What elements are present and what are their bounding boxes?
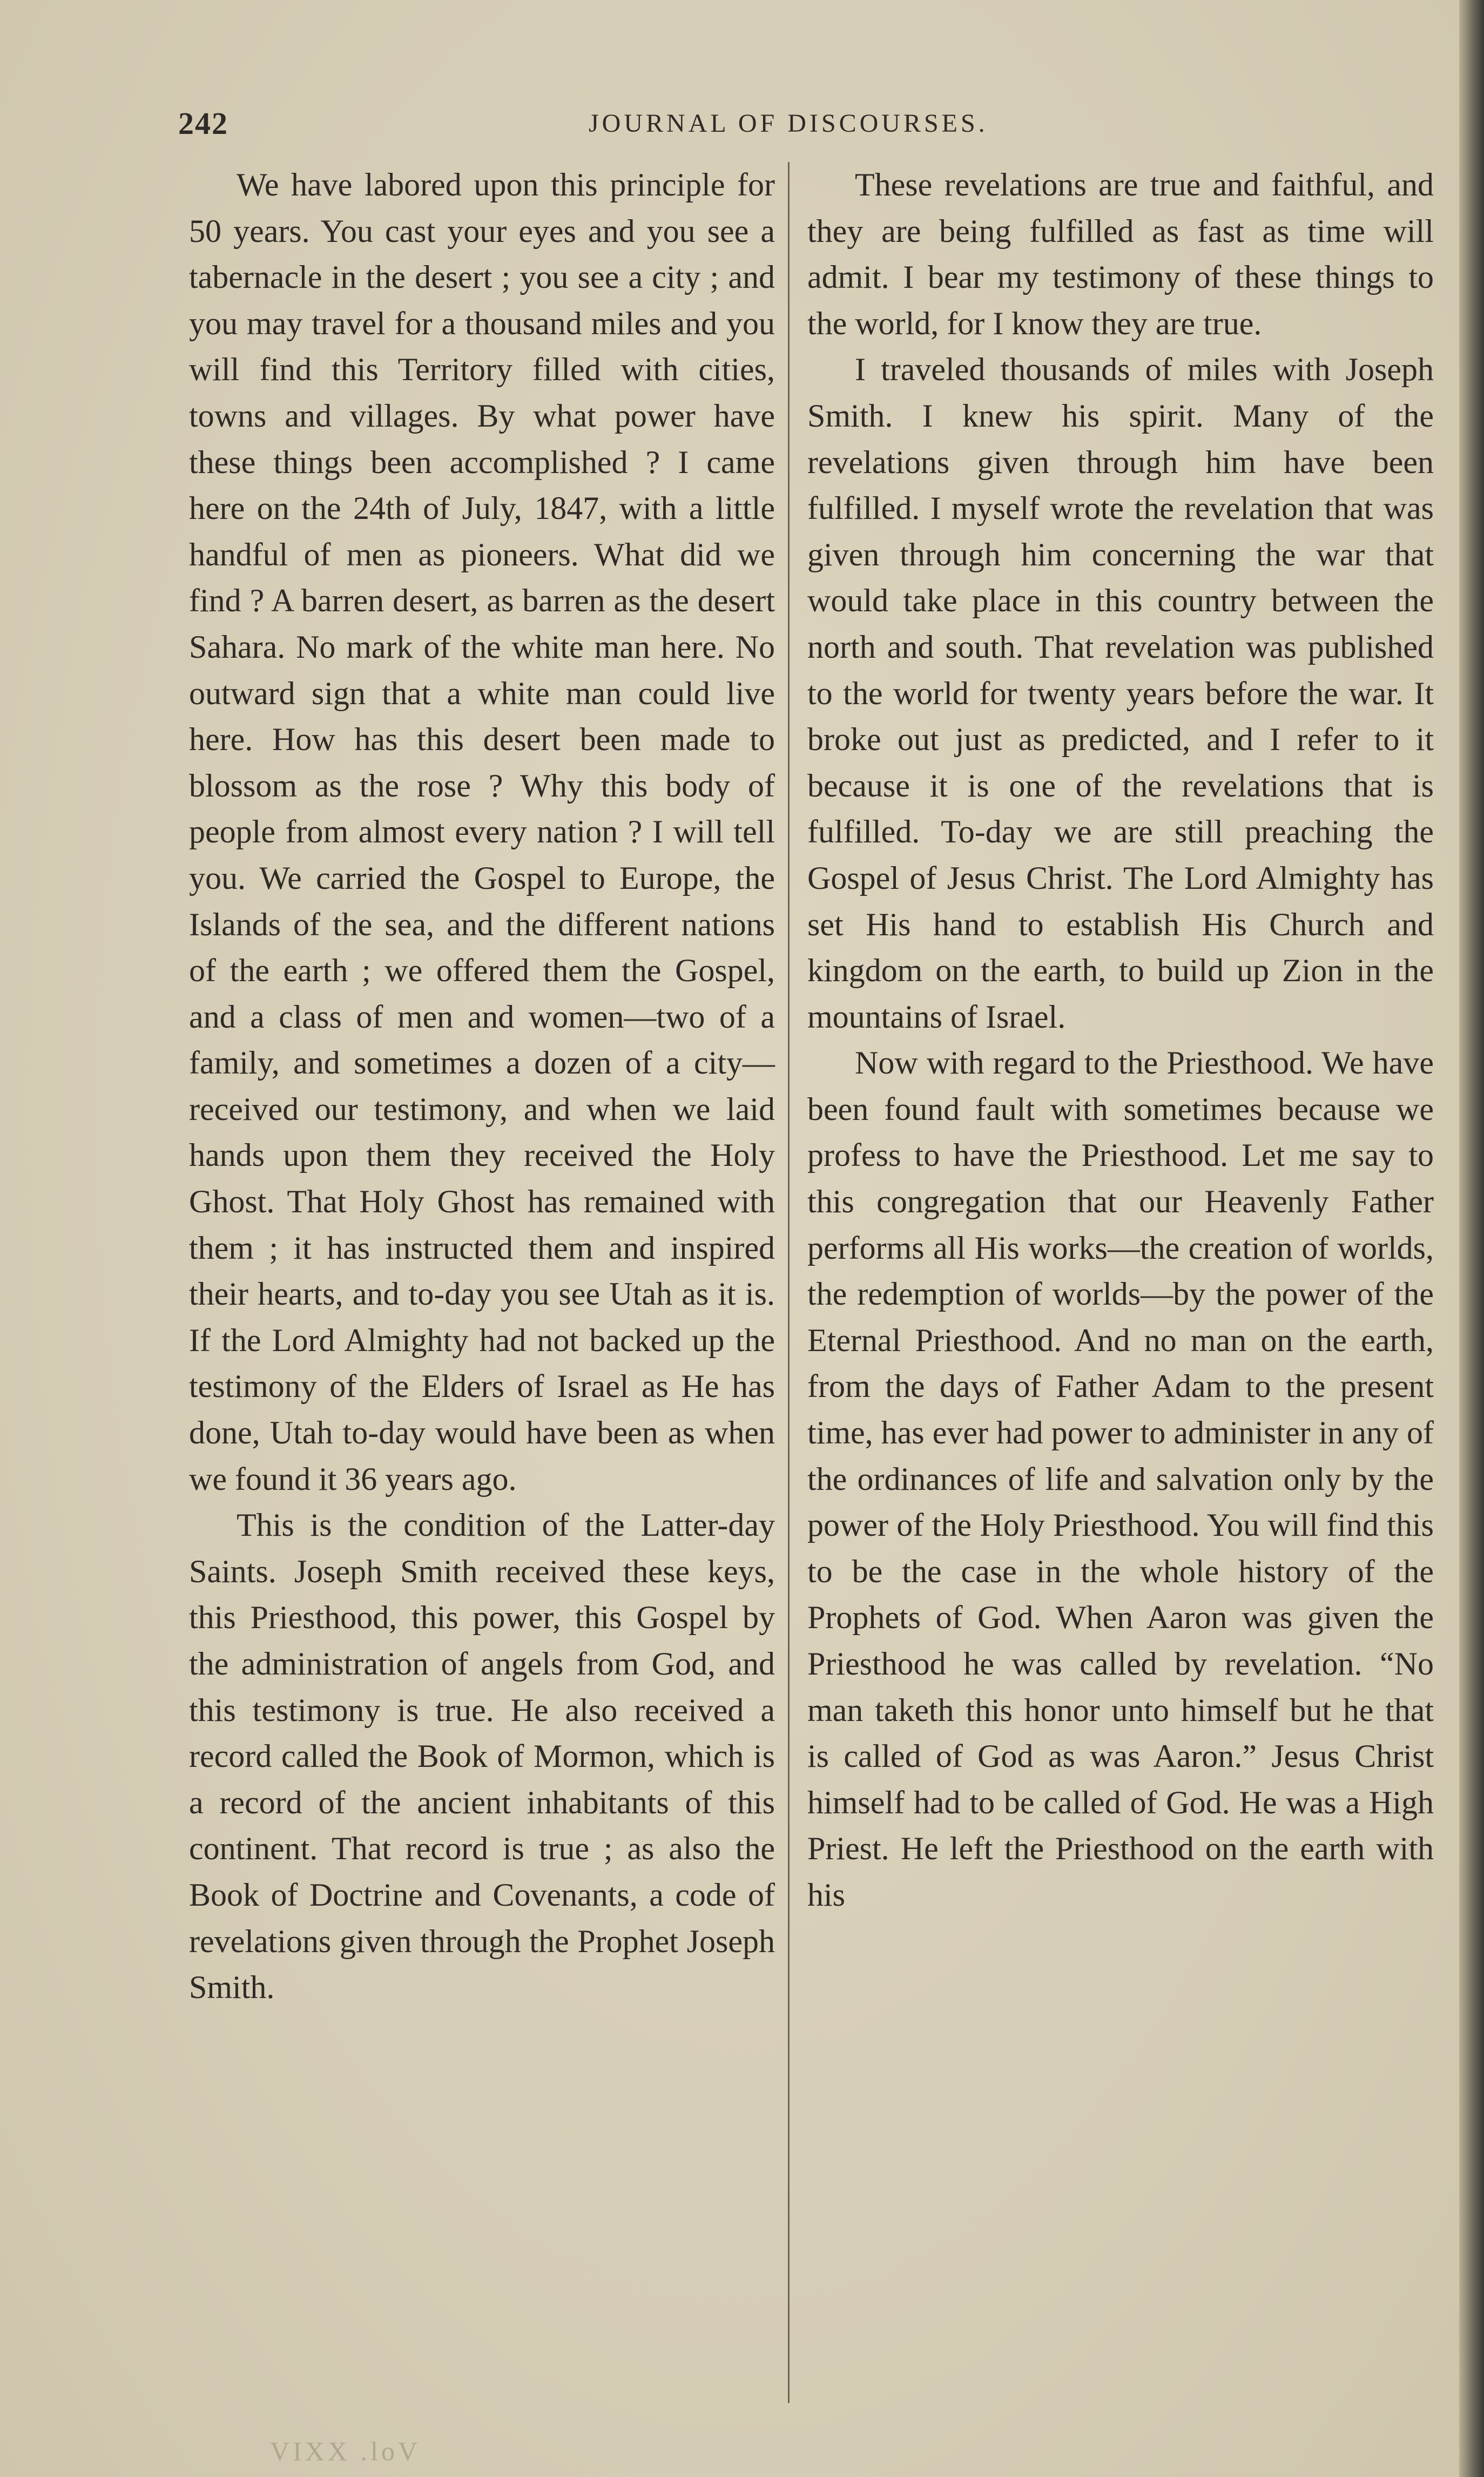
bleed-through-text: VIXX .loV — [270, 2436, 421, 2466]
left-column — [189, 162, 775, 2011]
page-header — [178, 105, 1442, 149]
book-spine-edge — [1459, 0, 1484, 2477]
paragraph: We have labored upon this principle for 50 years. You cast your eyes and you see a tabernacle in the desert ; you see a city ; and you may travel for a thousand miles and you will find this Territory filled with cities, towns and villages. By what power have these things been accomplished ? I came here on the 24th of July, 1847, with a little handful of men as pioneers. What did we find ? A barren desert, as barren as the desert Sahara. No mark of the white man here. No outward sign that a white man could live here. How has this desert been made to blossom as the rose ? Why this body of people from almost every nation ? I will tell you. We carried the Gospel to Europe, the Islands of the sea, and the different nations of the earth ; we offered them the Gospel, and a class of men and women—two of a family, and sometimes a dozen of a city—received our testimony, and when we laid hands upon them they received the Holy Ghost. That Holy Ghost has remained with them ; it has instructed them and inspired their hearts, and to-day you see Utah as it is. If the Lord Almighty had not backed up the testimony of the Elders of Israel as He has done, Utah to-day would have been as when we found it 36 years ago. — [189, 167, 775, 1497]
running-title: JOURNAL OF DISCOURSES. — [589, 109, 988, 138]
paragraph: I traveled thousands of miles with Joseph Smith. I knew his spirit. Many of the revelations given through him have been fulfilled. I myself wrote the revelation that was given through him concerning the war that would take place in this country between the north and south. That revelation was published to the world for twenty years before the war. It broke out just as predicted, and I refer to it because it is one of the revelations that is fulfilled. To-day we are still preaching the Gospel of Jesus Christ. The Lord Almighty has set His hand to establish His Church and kingdom on the earth, to build up Zion in the mountains of Israel. — [807, 352, 1434, 1035]
right-column — [807, 162, 1434, 1919]
paragraph: These revelations are true and faithful, and they are being fulfilled as fast as time will admit. I bear my testimony of these things to the world, for I know they are true. — [807, 167, 1434, 341]
column-divider — [788, 162, 790, 2403]
page-number: 242 — [178, 106, 228, 141]
paragraph: This is the condition of the Latter-day Saints. Joseph Smith received these keys, this Priesthood, this power, this Gospel by the administration of angels from God, and this testimony is true. He also received a record called the Book of Mormon, which is a record of the ancient inhabitants of this continent. That record is true ; as also the Book of Doctrine and Covenants, a code of revelations given through the Prophet Joseph Smith. — [189, 1507, 775, 2006]
paragraph: Now with regard to the Priesthood. We have been found fault with sometimes because we profess to have the Priesthood. Let me say to this congregation that our Heavenly Father performs all His works—the creation of worlds, the redemption of worlds—by the power of the Eternal Priesthood. And no man on the earth, from the days of Father Adam to the present time, has ever had power to administer in any of the ordinances of life and salvation only by the power of the Holy Priesthood. You will find this to be the case in the whole history of the Prophets of God. When Aaron was given the Priesthood he was called by revelation. “No man taketh this honor unto himself but he that is called of God as was Aaron.” Jesus Christ himself had to be called of God. He was a High Priest. He left the Priesthood on the earth with his — [807, 1045, 1434, 1913]
